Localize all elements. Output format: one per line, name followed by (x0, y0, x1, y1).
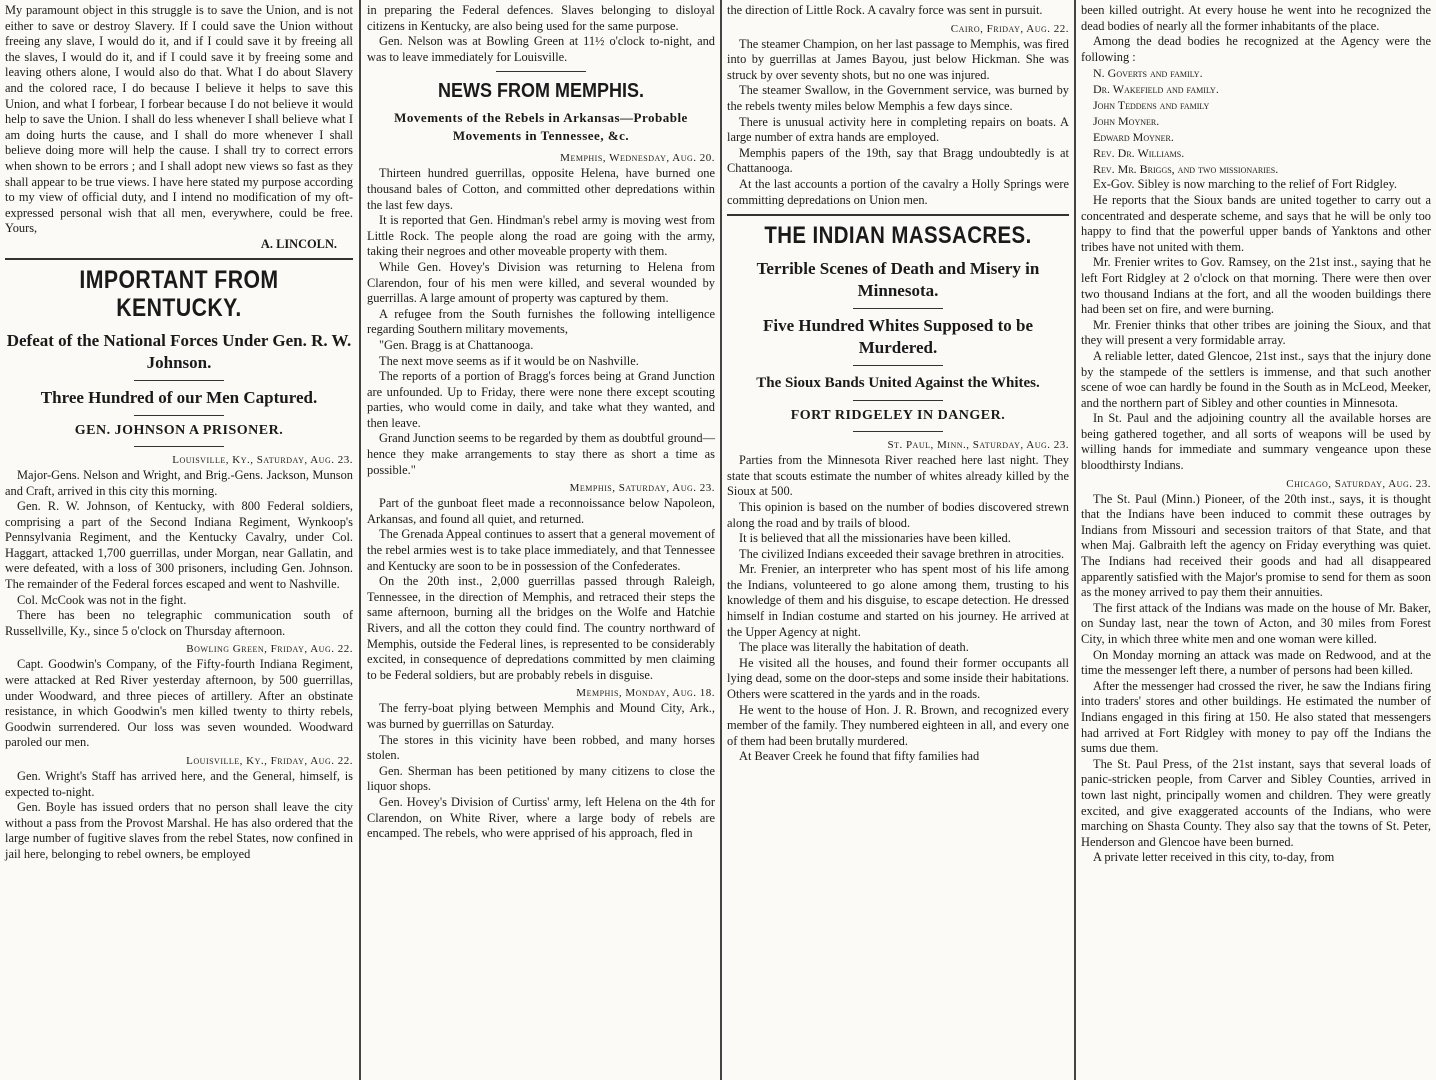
divider (853, 431, 943, 432)
paragraph: While Gen. Hovey's Division was returning to Helena from Clarendon, four of his men were killed, and several wounded by guerrillas. A large amount of property was captured by them. (367, 259, 715, 306)
subhead-arkansas: Movements of the Rebels in Arkansas—Probable Movements in Tennessee, &c. (394, 110, 688, 144)
column-4 (1076, 0, 1436, 1080)
divider (727, 214, 1069, 216)
paragraph: Thirteen hundred guerrillas, opposite Helena, have burned one thousand bales of Cotton, and committed other depredations within the last few days. (367, 166, 715, 212)
paragraph: The Grenada Appeal continues to assert that a general movement of the rebel armies west is to take place immediately, and that Tennessee and Kentucky are soon to be in possession of the Confederates. (367, 527, 715, 573)
paragraph: Gen. Nelson was at Bowling Green at 11½ o'clock to-night, and was to leave immediately for Louisville. (367, 34, 715, 64)
subhead-sioux-bands: The Sioux Bands United Against the Whites. (756, 375, 1040, 392)
divider (134, 380, 224, 381)
dateline: Chicago, Saturday, Aug. 23. (1286, 477, 1431, 490)
paragraph: On Monday morning an attack was made on Redwood, and at the time the messenger left there, a number of persons had been killed. (1081, 647, 1431, 678)
paragraph: A refugee from the South furnishes the following intelligence regarding Southern military movements, (367, 306, 715, 337)
paragraph: Mr. Frenier thinks that other tribes are joining the Sioux, and that they will present a very formidable array. (1081, 317, 1431, 348)
column-2 (362, 0, 720, 1080)
divider (496, 71, 586, 72)
paragraph: Part of the gunboat fleet made a reconnoissance below Napoleon, Arkansas, and found all quiet, and returned. (367, 496, 715, 526)
paragraph: The civilized Indians exceeded their savage brethren in atrocities. (739, 546, 1065, 561)
paragraph: Major-Gens. Nelson and Wright, and Brig.-Gens. Jackson, Munson and Craft, arrived in this city this morning. (5, 467, 353, 498)
lincoln-letter: My paramount object in this struggle is to save the Union, and is not either to save or destroy Slavery. If I could save the Union without freeing any slave, I would do it, and if I could save it by freeing all the slaves, I would do it, and if I could save it by freeing some and leaving others alone, I would also do that. What I do about Slavery and the colored race, I do because I believe it helps to save this Union, and what I forbear, I forbear because I do not believe it would help to save the Union. I shall do less whenever I shall believe what I am doing hurts the cause, and I shall do more whenever I shall believe doing more will help the cause. I shall try to correct errors when shown to be errors ; and I shall adopt new views so fast as they shall appear to be true views. I have here stated my purpose according to my view of official duty, and I intend no modification of my oft-expressed personal wish that all men, everywhere, could be free. Yours, (5, 3, 353, 236)
column-rule (359, 0, 361, 1080)
headline-memphis: NEWS FROM MEMPHIS. (437, 80, 644, 103)
paragraph: The ferry-boat plying between Memphis and Mound City, Ark., was burned by guerrillas on Saturday. (367, 701, 715, 731)
list-item: Rev. Mr. Briggs, and two missionaries. (1093, 162, 1279, 177)
column-3 (722, 0, 1074, 1080)
list-item: Rev. Dr. Williams. (1093, 146, 1185, 161)
dateline: Louisville, Ky., Friday, Aug. 22. (186, 755, 353, 767)
paragraph: in preparing the Federal defences. Slaves belonging to disloyal citizens in Kentucky, are also being used for the same purpose. (367, 3, 715, 33)
dateline: Memphis, Monday, Aug. 18. (576, 687, 715, 700)
dateline: Cairo, Friday, Aug. 22. (950, 22, 1069, 35)
divider (5, 258, 353, 260)
paragraph: This opinion is based on the number of bodies discovered strewn along the road and by trails of blood. (727, 499, 1069, 530)
column-1 (0, 0, 358, 1080)
paragraph: "Gen. Bragg is at Chattanooga. (379, 337, 534, 352)
paragraph: Ex-Gov. Sibley is now marching to the relief of Fort Ridgley. (1093, 177, 1397, 192)
paragraph: Memphis papers of the 19th, say that Bragg undoubtedly is at Chattanooga. (727, 145, 1069, 176)
paragraph: The stores in this vicinity have been robbed, and many horses stolen. (367, 732, 715, 763)
paragraph: The reports of a portion of Bragg's forces being at Grand Junction are unfounded. Up to Friday, there were none there except scouting parties, who would come in daily, and take what they wanted, and then leave. (367, 369, 715, 430)
lincoln-signature: A. LINCOLN. (260, 236, 337, 251)
paragraph: the direction of Little Rock. A cavalry force was sent in pursuit. (727, 3, 1043, 17)
dateline: Memphis, Wednesday, Aug. 20. (560, 152, 715, 165)
paragraph: A private letter received in this city, to-day, from (1093, 850, 1335, 865)
paragraph: On the 20th inst., 2,000 guerrillas passed through Raleigh, Tennessee, in the direction of Memphis, and retraced their steps the same afternoon, burning all the bridges on the Wolfe and Hatchie Rivers, and all the cotton they could find. The country northward of Memphis, outside the Federal lines, is represented to be considerably excited, in consequence of depredations committed by men claiming to be Federal soldiers, but are probably rebels in disguise. (367, 574, 715, 682)
divider (853, 400, 943, 401)
paragraph: Grand Junction seems to be regarded by them as doubtful ground—hence they make arrangements to stay there as short a time as possible." (367, 431, 715, 477)
paragraph: The St. Paul (Minn.) Pioneer, of the 20th inst., says, it is thought that the Indians have been induced to commit these outrages by Indians from Missouri and secession traitors of that State, and that when Maj. Galbraith left the agency on Friday everything was quiet. The Indians had received their goods and had all disappeared apparently satisfied with the Major's promise to send for them as soon as the money arrived to pay them their annuities. (1081, 491, 1431, 600)
paragraph: It is believed that all the missionaries have been killed. (739, 531, 1011, 546)
subhead-five-hundred: Five Hundred Whites Supposed to be Murdered. (762, 316, 1034, 358)
paragraph: He visited all the houses, and found their former occupants all lying dead, some on the door-steps and some inside their habitations. Others were scattered in the yards and in the roads. (727, 655, 1069, 702)
subhead-captured: Three Hundred of our Men Captured. (40, 387, 318, 407)
subhead-terrible-scenes: Terrible Scenes of Death and Misery in Minnesota. (756, 259, 1040, 301)
paragraph: Among the dead bodies he recognized at the Agency were the following : (1081, 34, 1431, 64)
paragraph: Gen. Wright's Staff has arrived here, and the General, himself, is expected to-night. (5, 769, 353, 799)
paragraph: Gen. Sherman has been petitioned by many citizens to close the liquor shops. (367, 763, 715, 794)
paragraph: The place was literally the habitation of death. (739, 640, 969, 655)
divider (134, 446, 224, 447)
paragraph: been killed outright. At every house he went into he recognized the dead bodies of nearly all the former inhabitants of the place. (1081, 3, 1431, 33)
list-item: N. Goverts and family. (1093, 66, 1203, 81)
paragraph: The first attack of the Indians was made on the house of Mr. Baker, on Sunday last, near the town of Acton, and 30 miles from Forest City, in which three white men and one woman were killed. (1081, 600, 1431, 646)
paragraph: Gen. Boyle has issued orders that no person shall leave the city without a pass from the Provost Marshal. He has also ordered that the large number of fugitive slaves from the rebel States, now confined in jail here, belonging to rebel owners, be employed (5, 800, 353, 861)
paragraph: In St. Paul and the adjoining country all the available horses are being gathered together, and all sorts of weapons will be used by willing hands for immediate and summary vengeance upon these bloodthirsty Indians. (1081, 411, 1431, 473)
headline-indian-massacres: THE INDIAN MASSACRES. (764, 222, 1032, 250)
paragraph: There has been no telegraphic communication south of Russellville, Ky., since 5 o'clock on Thursday afternoon. (5, 608, 353, 638)
paragraph: At the last accounts a portion of the cavalry a Holly Springs were committing depredations on Union men. (727, 176, 1069, 207)
headline-kentucky: IMPORTANT FROM KENTUCKY. (79, 265, 279, 322)
list-item: Edward Moyner. (1093, 130, 1174, 145)
paragraph: Col. McCook was not in the fight. (17, 592, 187, 607)
subhead-prisoner: GEN. JOHNSON A PRISONER. (74, 422, 284, 438)
paragraph: The next move seems as if it would be on Nashville. (379, 353, 639, 368)
paragraph: The St. Paul Press, of the 21st instant, says that several loads of panic-stricken people, from Carver and Sibley Counties, arrived in town last night, principally women and children. They were greatly excited, and give exaggerated accounts of the Indians, who were marching on Shasta County. They also say that the towns of St. Peter, Henderson and Glencoe have been burned. (1081, 756, 1431, 849)
paragraph: After the messenger had crossed the river, he saw the Indians firing into traders' stores and other buildings. He estimated the number of Indians engaged in this firing at 150. He also stated that messengers had arrived at Fort Ridgley with money to pay off the Indians the sums due them. (1081, 678, 1431, 756)
dateline: Bowling Green, Friday, Aug. 22. (186, 643, 353, 656)
dateline: Louisville, Ky., Saturday, Aug. 23. (172, 453, 353, 466)
dateline: St. Paul, Minn., Saturday, Aug. 23. (887, 439, 1069, 452)
divider (853, 365, 943, 366)
paragraph: It is reported that Gen. Hindman's rebel army is moving west from Little Rock. The people along the road are going with the army, taking their negroes and other moveable property with them. (367, 213, 715, 259)
paragraph: He went to the house of Hon. J. R. Brown, and recognized every member of the family. They numbered eighteen in all, and every one of them had been brutally murdered. (727, 702, 1069, 748)
list-item: John Moyner. (1093, 114, 1160, 129)
paragraph: Gen. Hovey's Division of Curtiss' army, left Helena on the 4th for Clarendon, on White River, where a large body of rebels are encamped. The rebels, who were apprised of his approach, fled in (367, 794, 715, 841)
paragraph: The steamer Champion, on her last passage to Memphis, was fired into by guerrillas at James Bayou, just below Hickman. She was struck by over seventy shots, but no one was injured. (727, 36, 1069, 82)
list-item: Dr. Wakefield and family. (1093, 82, 1219, 97)
dateline: Memphis, Saturday, Aug. 23. (569, 482, 715, 495)
paragraph: He reports that the Sioux bands are united together to carry out a concentrated and desperate scheme, and says that he will be only too happy to find that the powerful upper bands of Yanktons and other tribes have not united with them. (1081, 192, 1431, 254)
paragraph: There is unusual activity here in completing repairs on boats. A large number of extra hands are employed. (727, 114, 1069, 145)
subhead-fort-ridgeley: FORT RIDGELEY IN DANGER. (790, 408, 1006, 424)
list-item: John Teddens and family (1093, 98, 1210, 113)
paragraph: Capt. Goodwin's Company, of the Fifty-fourth Indiana Regiment, were attacked at Red River yesterday afternoon, by 500 guerrillas, under Woodward, and three pieces of artillery. After an obstinate resistance, in which Goodwin's men killed twenty to thirty rebels, Goodwin surrendered. Our loss was seven wounded. Woodward paroled our men. (5, 657, 353, 750)
victims-list (1081, 65, 1431, 177)
paragraph: The steamer Swallow, in the Government service, was burned by the rebels twenty miles below Memphis a few days since. (727, 83, 1069, 113)
paragraph: A reliable letter, dated Glencoe, 21st inst., says that the injury done by the stampede of the settlers is immense, and that such another scene of woe can hardly be found in the South as in McLeod, Meeker, and the northern part of Sibley and other counties in Minnesota. (1081, 348, 1431, 410)
paragraph: Gen. R. W. Johnson, of Kentucky, with 800 Federal soldiers, comprising a part of the Second Indiana Regiment, Wynkoop's Pennsylvania Regiment, and the Kentucky Cavalry, under Col. Haggart, attacked 1,700 guerrillas, under Morgan, near Gallatin, and were defeated, with a loss of 300 prisoners, including Gen. Johnson. The remainder of the Federal forces escaped and went to Nashville. (5, 499, 353, 592)
divider (134, 415, 224, 416)
paragraph: Parties from the Minnesota River reached here last night. They state that scouts estimate the number of whites already killed by the Sioux at 500. (727, 453, 1069, 499)
paragraph: Mr. Frenier, an interpreter who has spent most of his life among the Indians, volunteered to go alone among them, trusting to his knowledge of them and his disguise, to escape detection. He dressed himself in Indian costume and started on his journey. He arrived at the Upper Agency at night. (727, 562, 1069, 639)
paragraph: Mr. Frenier writes to Gov. Ramsey, on the 21st inst., saying that he left Fort Ridgley at 2 o'clock on that morning. There were then over two thousand Indians at the fort, and all the wooden buildings there had been set on fire, and were burning. (1081, 255, 1431, 317)
subhead-defeat: Defeat of the National Forces Under Gen. R. W. Johnson. (6, 330, 352, 372)
paragraph: At Beaver Creek he found that fifty families had (739, 749, 980, 764)
divider (853, 308, 943, 309)
